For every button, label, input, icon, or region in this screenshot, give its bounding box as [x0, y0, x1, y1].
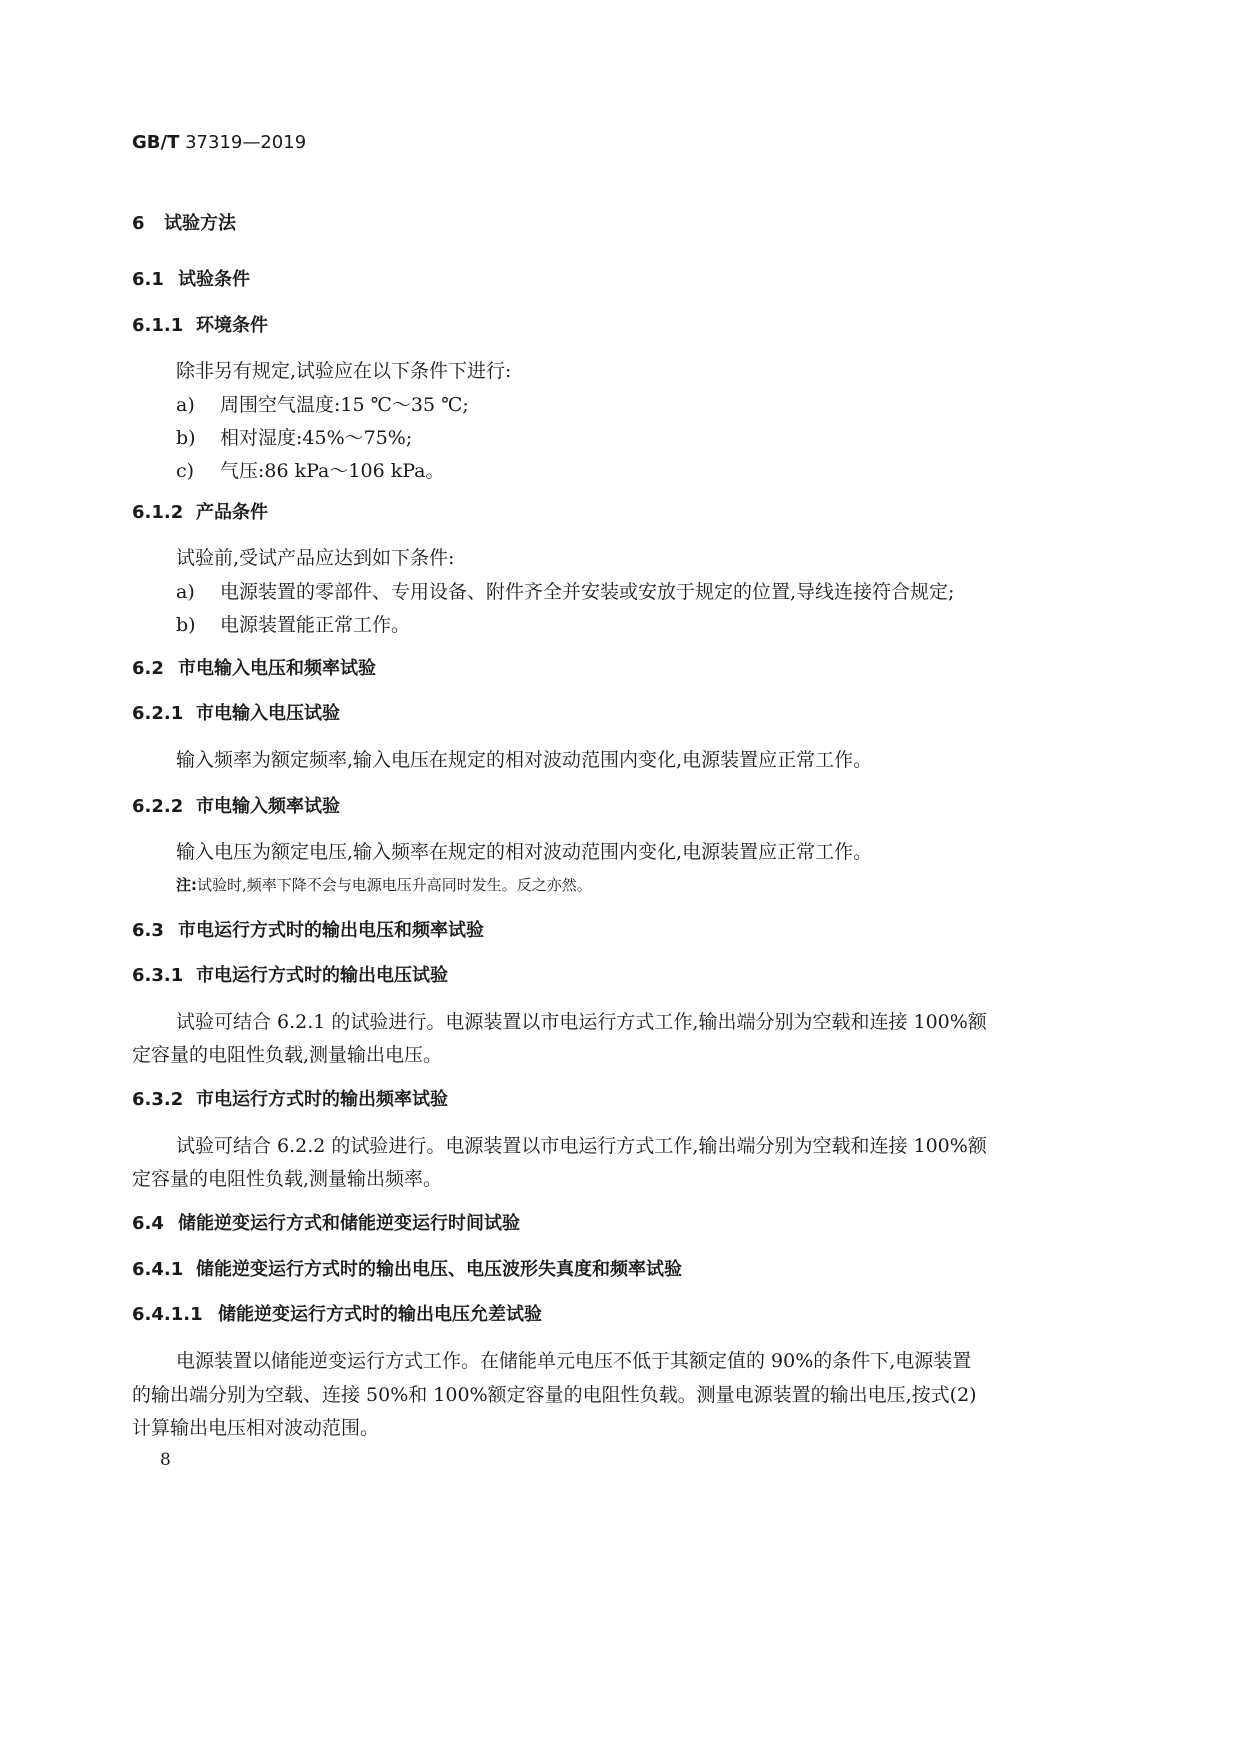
heading-6-2-1: 6.2.1 市电输入电压试验: [132, 703, 340, 724]
heading-6-2-2: 6.2.2 市电输入频率试验: [132, 796, 340, 817]
paragraph-line: 的输出端分别为空载、连接 50%和 100%额定容量的电阻性负载。测量电源装置的输出电压,按式(2): [132, 1384, 977, 1406]
paragraph-line: 试验可结合 6.2.1 的试验进行。电源装置以市电运行方式工作,输出端分别为空载和连接 100%额: [176, 1011, 987, 1033]
heading-6-4: 6.4 储能逆变运行方式和储能逆变运行时间试验: [132, 1213, 520, 1234]
heading-6-2: 6.2 市电输入电压和频率试验: [132, 658, 376, 679]
paragraph-line: 定容量的电阻性负载,测量输出电压。: [132, 1044, 443, 1066]
heading-6-3: 6.3 市电运行方式时的输出电压和频率试验: [132, 920, 484, 941]
heading-6-1-2: 6.1.2 产品条件: [132, 502, 268, 523]
list-item: c) 气压:86 kPa～106 kPa。: [176, 460, 445, 482]
heading-6-3-2: 6.3.2 市电运行方式时的输出频率试验: [132, 1089, 448, 1110]
page-number: 8: [160, 1450, 171, 1470]
heading-6-4-1-1: 6.4.1.1 储能逆变运行方式时的输出电压允差试验: [132, 1304, 542, 1325]
paragraph: 除非另有规定,试验应在以下条件下进行:: [176, 360, 512, 382]
paragraph: 输入电压为额定电压,输入频率在规定的相对波动范围内变化,电源装置应正常工作。: [176, 841, 873, 863]
heading-6-3-1: 6.3.1 市电运行方式时的输出电压试验: [132, 965, 448, 986]
paragraph-line: 定容量的电阻性负载,测量输出频率。: [132, 1168, 443, 1190]
list-item: a) 周围空气温度:15 ℃～35 ℃;: [176, 394, 469, 416]
heading-6-4-1: 6.4.1 储能逆变运行方式时的输出电压、电压波形失真度和频率试验: [132, 1259, 682, 1280]
heading-6: 6 试验方法: [132, 213, 236, 234]
list-item: b) 电源装置能正常工作。: [176, 614, 411, 636]
list-item: a) 电源装置的零部件、专用设备、附件齐全并安装或安放于规定的位置,导线连接符合规定;: [176, 581, 955, 603]
paragraph-line: 计算输出电压相对波动范围。: [132, 1417, 380, 1439]
heading-6-1: 6.1 试验条件: [132, 269, 250, 290]
list-item: b) 相对湿度:45%～75%;: [176, 427, 413, 449]
standard-number: GB/T 37319—2019: [132, 132, 307, 153]
paragraph: 输入频率为额定频率,输入电压在规定的相对波动范围内变化,电源装置应正常工作。: [176, 749, 873, 771]
paragraph: 试验前,受试产品应达到如下条件:: [176, 547, 455, 569]
note: 注:试验时,频率下降不会与电源电压升高同时发生。反之亦然。: [176, 876, 592, 894]
paragraph-line: 试验可结合 6.2.2 的试验进行。电源装置以市电运行方式工作,输出端分别为空载和连接 100%额: [176, 1135, 987, 1157]
paragraph-line: 电源装置以储能逆变运行方式工作。在储能单元电压不低于其额定值的 90%的条件下,电源装置: [176, 1350, 972, 1372]
heading-6-1-1: 6.1.1 环境条件: [132, 315, 268, 336]
